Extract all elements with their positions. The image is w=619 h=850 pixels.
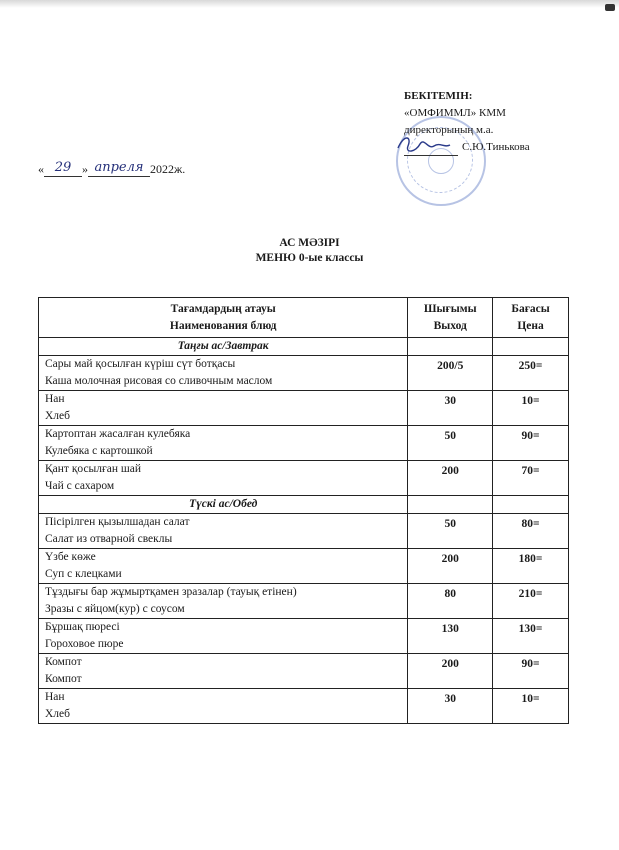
section-empty-cell	[493, 338, 569, 356]
header-name-ru: Наименования блюд	[169, 320, 277, 332]
date-open-quote: «	[38, 162, 44, 176]
date-year: 2022ж.	[150, 162, 186, 176]
dish-yield: 200/5	[408, 356, 493, 391]
header-yield	[408, 298, 493, 338]
section-row	[39, 338, 569, 356]
table-row	[39, 584, 569, 619]
dish-price: 10=	[493, 689, 569, 724]
document-date	[38, 160, 185, 177]
dish-price: 180=	[493, 549, 569, 584]
corner-mark	[605, 4, 615, 11]
dish-name-cell	[39, 426, 408, 461]
section-row	[39, 496, 569, 514]
dish-name-cell	[39, 391, 408, 426]
dish-name-ru: Хлеб	[45, 410, 70, 422]
section-label: Түскі ас/Обед	[39, 496, 408, 514]
approval-signer: С.Ю.Тинькова	[462, 141, 530, 153]
dish-name-cell	[39, 461, 408, 496]
approval-heading: БЕКІТЕМІН:	[404, 90, 473, 102]
section-label: Таңғы ас/Завтрак	[39, 338, 408, 356]
dish-name-kz: Бұршақ пюресі	[45, 621, 120, 633]
section-empty-cell	[493, 496, 569, 514]
dish-name-ru: Чай с сахаром	[45, 480, 115, 492]
table-row	[39, 689, 569, 724]
table-row	[39, 654, 569, 689]
dish-name-cell	[39, 356, 408, 391]
dish-name-kz: Нан	[45, 691, 65, 703]
table-row	[39, 549, 569, 584]
dish-yield: 130	[408, 619, 493, 654]
dish-yield: 50	[408, 426, 493, 461]
header-price-kz: Бағасы	[511, 303, 550, 315]
table-header-row	[39, 298, 569, 338]
date-day: 29	[44, 160, 82, 177]
date-close-quote: »	[82, 162, 88, 176]
dish-yield: 80	[408, 584, 493, 619]
section-empty-cell	[408, 496, 493, 514]
menu-title-kz: АС МӘЗІРІ	[279, 237, 340, 249]
dish-price: 90=	[493, 654, 569, 689]
page-top-edge	[0, 0, 619, 8]
approval-block	[404, 88, 530, 156]
header-yield-kz: Шығымы	[423, 303, 477, 315]
dish-name-ru: Каша молочная рисовая со сливочным маслом	[45, 375, 273, 387]
dish-price: 80=	[493, 514, 569, 549]
header-name-kz: Тағамдардың атауы	[170, 303, 276, 315]
dish-price: 210=	[493, 584, 569, 619]
dish-name-kz: Сары май қосылған күріш сүт ботқасы	[45, 358, 236, 370]
menu-table	[38, 297, 569, 724]
dish-name-cell	[39, 514, 408, 549]
dish-price: 70=	[493, 461, 569, 496]
dish-name-ru: Гороховое пюре	[45, 638, 124, 650]
dish-name-kz: Үзбе көже	[45, 551, 96, 563]
table-row	[39, 391, 569, 426]
table-row	[39, 426, 569, 461]
dish-name-kz: Тұздығы бар жұмыртқамен зразалар (тауық етінен)	[45, 586, 297, 598]
dish-price: 10=	[493, 391, 569, 426]
section-empty-cell	[408, 338, 493, 356]
dish-price: 90=	[493, 426, 569, 461]
table-body	[39, 338, 569, 724]
header-price	[493, 298, 569, 338]
menu-title-ru: МЕНЮ 0-ые классы	[255, 252, 364, 264]
dish-name-cell	[39, 584, 408, 619]
approval-org: «ОМФИММЛ» КММ	[404, 107, 506, 119]
approval-signature-line	[404, 139, 530, 156]
dish-yield: 200	[408, 461, 493, 496]
dish-name-ru: Салат из отварной свеклы	[45, 533, 173, 545]
dish-name-kz: Қант қосылған шай	[45, 463, 141, 475]
dish-name-ru: Зразы с яйцом(кур) с соусом	[45, 603, 185, 615]
table-row	[39, 514, 569, 549]
header-name	[39, 298, 408, 338]
dish-price: 130=	[493, 619, 569, 654]
dish-yield: 30	[408, 689, 493, 724]
header-price-ru: Цена	[517, 320, 544, 332]
table-row	[39, 356, 569, 391]
table-row	[39, 619, 569, 654]
dish-name-ru: Хлеб	[45, 708, 70, 720]
signature-blank	[404, 143, 458, 156]
dish-name-cell	[39, 654, 408, 689]
dish-name-kz: Картоптан жасалған кулебяка	[45, 428, 191, 440]
dish-name-ru: Суп с клецками	[45, 568, 122, 580]
dish-yield: 200	[408, 549, 493, 584]
dish-yield: 30	[408, 391, 493, 426]
dish-name-ru: Кулебяка с картошкой	[45, 445, 153, 457]
dish-yield: 200	[408, 654, 493, 689]
table-row	[39, 461, 569, 496]
dish-name-cell	[39, 689, 408, 724]
dish-name-ru: Компот	[45, 673, 82, 685]
dish-yield: 50	[408, 514, 493, 549]
header-yield-ru: Выход	[433, 320, 467, 332]
dish-name-kz: Компот	[45, 656, 82, 668]
dish-price: 250=	[493, 356, 569, 391]
dish-name-cell	[39, 549, 408, 584]
approval-position: директорының м.а.	[404, 124, 494, 136]
dish-name-kz: Пісірілген қызылшадан салат	[45, 516, 190, 528]
date-month: апреля	[88, 160, 150, 177]
dish-name-kz: Нан	[45, 393, 65, 405]
dish-name-cell	[39, 619, 408, 654]
